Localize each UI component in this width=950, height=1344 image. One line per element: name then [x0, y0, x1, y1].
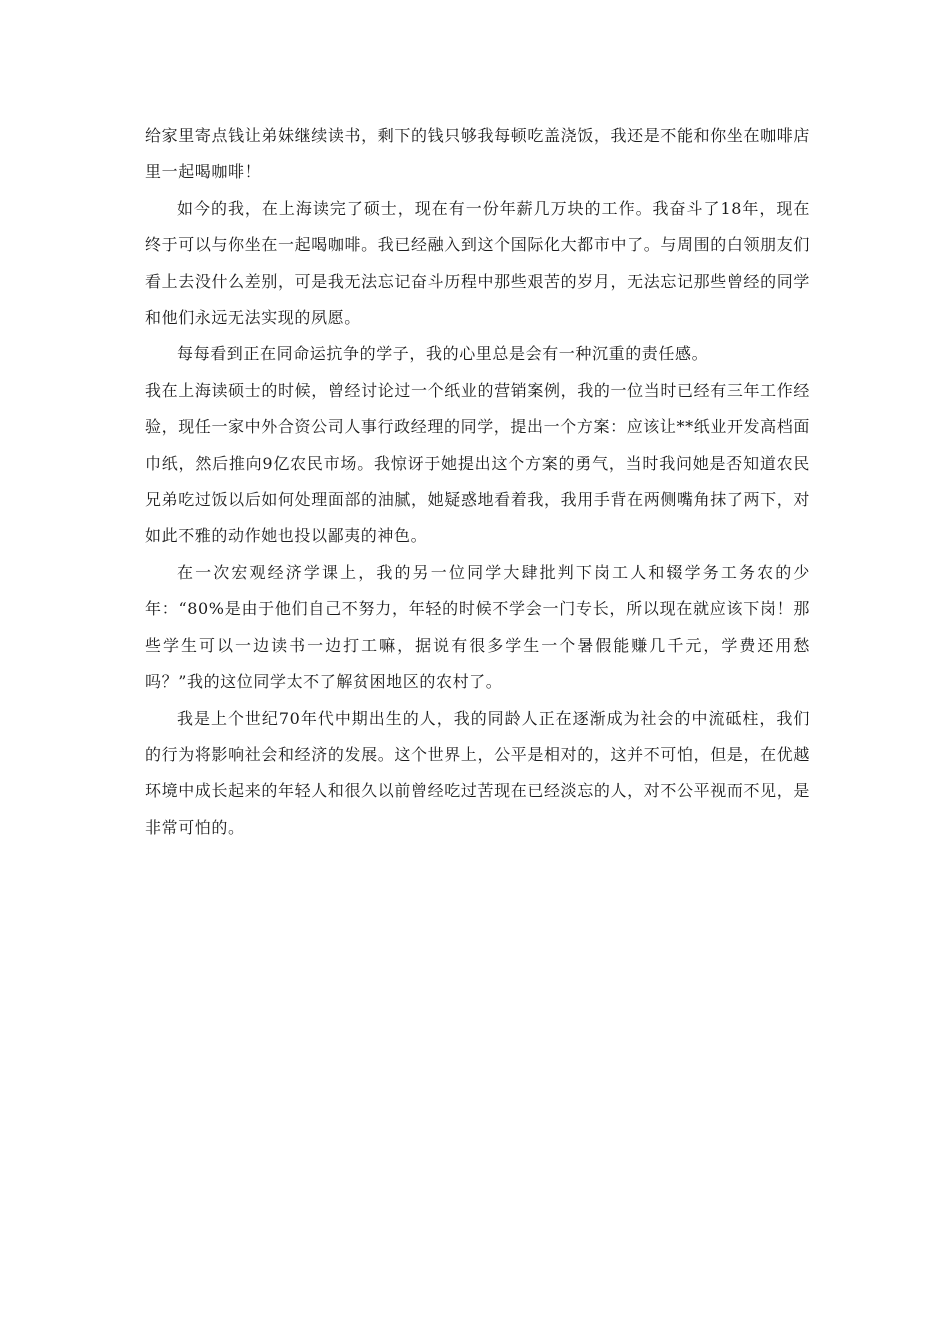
paragraph: 给家里寄点钱让弟妹继续读书，剩下的钱只够我每顿吃盖浇饭，我还是不能和你坐在咖啡店里一起喝咖啡！: [145, 126, 810, 182]
paragraph: 在一次宏观经济学课上，我的另一位同学大肆批判下岗工人和辍学务工务农的少年：“80%是由于他们自己不努力，年轻的时候不学会一门专长，所以现在就应该下岗！那些学生可以一边读书一边打工嘛，据说有很多学生一个暑假能赚几千元，学费还用愁吗？”我的这位同学太不了解贫困地区的农村了。: [145, 562, 810, 692]
paragraph: 我在上海读硕士的时候，曾经讨论过一个纸业的营销案例，我的一位当时已经有三年工作经验，现任一家中外合资公司人事行政经理的同学，提出一个方案：应该让**纸业开发高档面巾纸，然后推向9亿农民市场。我惊讶于她提出这个方案的勇气，当时我问她是否知道农民兄弟吃过饭以后如何处理面部的油腻，她疑惑地看着我，我用手背在两侧嘴角抹了两下，对如此不雅的动作她也投以鄙夷的神色。: [145, 380, 810, 546]
paragraph: 如今的我，在上海读完了硕士，现在有一份年薪几万块的工作。我奋斗了18年，现在终于可以与你坐在一起喝咖啡。我已经融入到这个国际化大都市中了。与周围的白领朋友们看上去没什么差别，可是我无法忘记奋斗历程中那些艰苦的岁月，无法忘记那些曾经的同学和他们永远无法实现的夙愿。: [145, 198, 810, 328]
paragraph: 我是上个世纪70年代中期出生的人，我的同龄人正在逐渐成为社会的中流砥柱，我们的行为将影响社会和经济的发展。这个世界上，公平是相对的，这并不可怕，但是，在优越环境中成长起来的年轻人和很久以前曾经吃过苦现在已经淡忘的人，对不公平视而不见，是非常可怕的。: [145, 708, 810, 837]
paragraph: 每每看到正在同命运抗争的学子，我的心里总是会有一种沉重的责任感。: [177, 344, 709, 364]
document-body: [145, 118, 810, 846]
